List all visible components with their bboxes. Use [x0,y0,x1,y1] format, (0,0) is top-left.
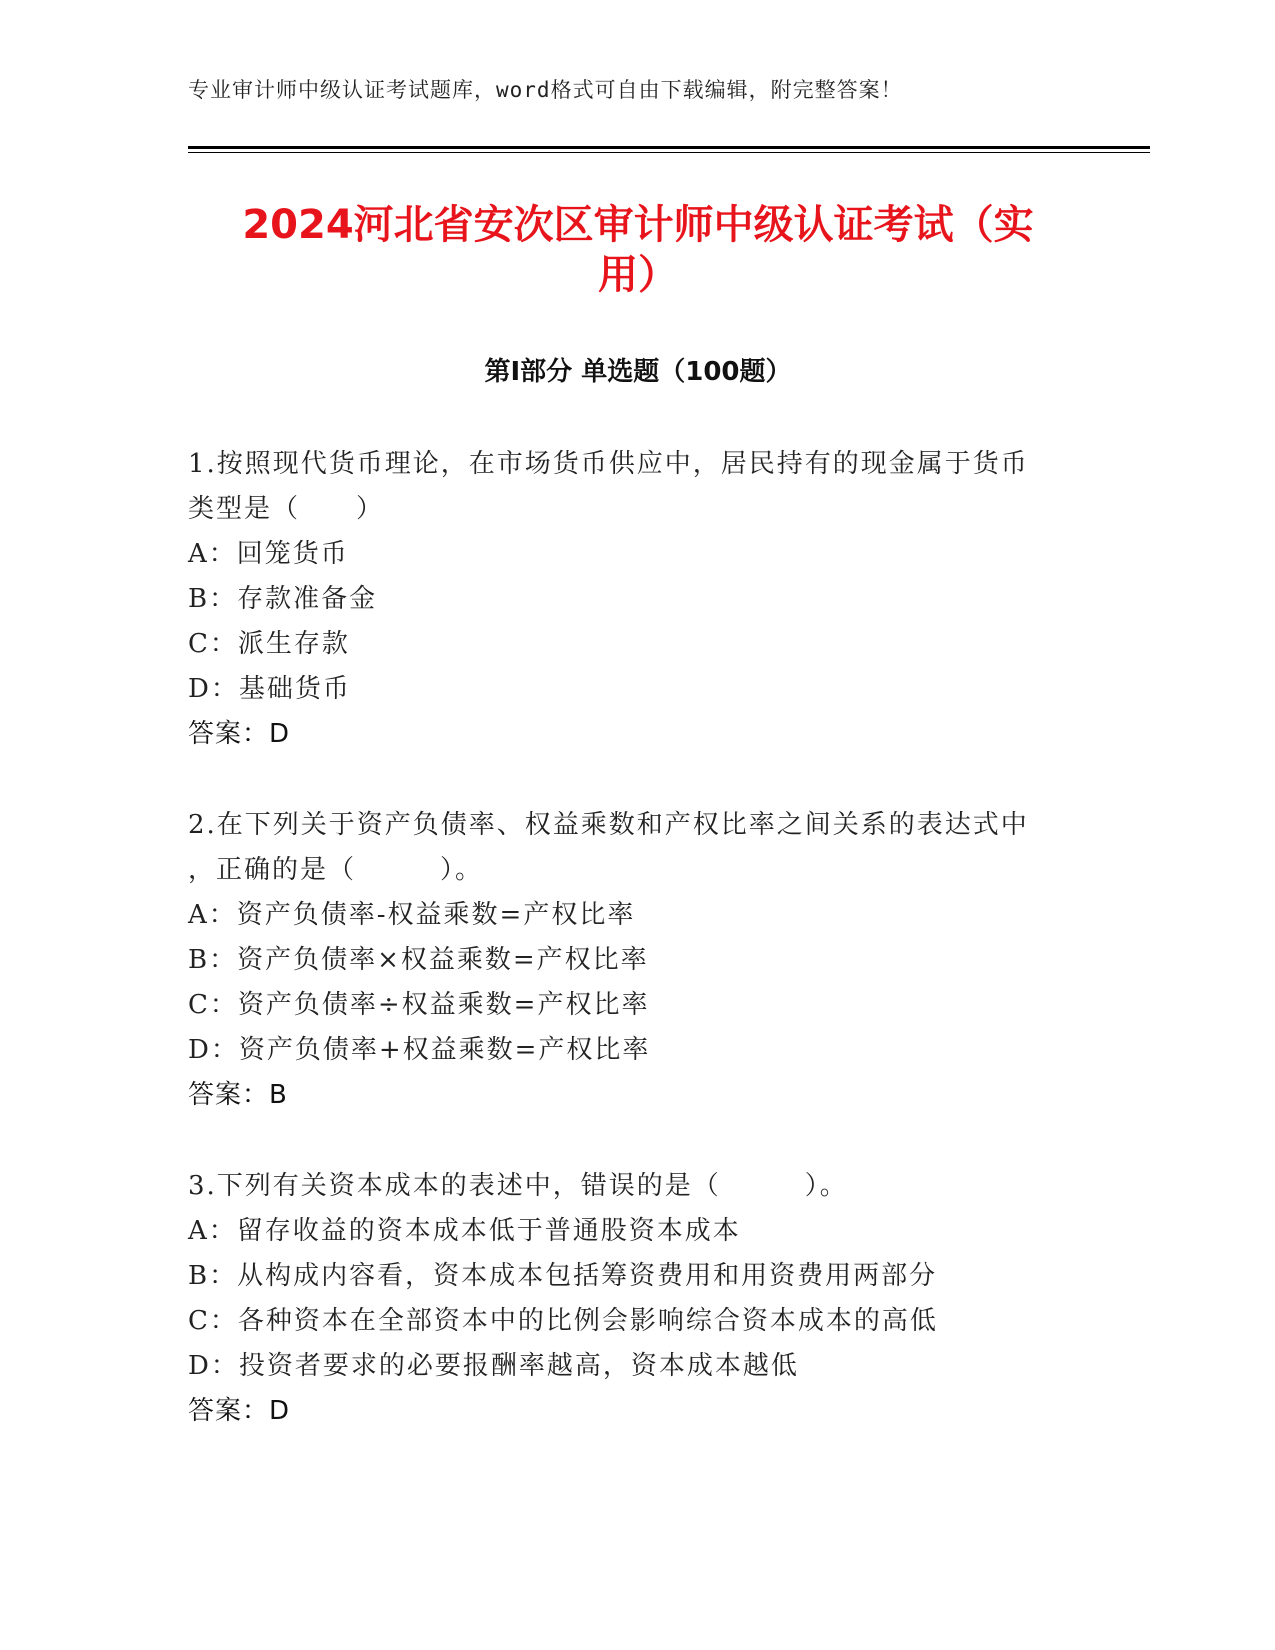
question-2-option-b: B：资产负债率×权益乘数=产权比率 [188,945,649,975]
question-1-option-c: C：派生存款 [188,629,350,659]
question-3-answer: 答案：D [188,1396,291,1426]
document-title-line-1: 2024河北省安次区审计师中级认证考试（实 [242,202,1034,248]
question-1-option-a: A：回笼货币 [188,539,349,569]
section-title: 第Ⅰ部分 单选题（100题） [484,357,792,387]
question-3-stem-line-1: 3.下列有关资本成本的表述中，错误的是（ ）。 [188,1171,848,1201]
question-1-answer: 答案：D [188,719,291,749]
document-title [188,200,1088,300]
question-3-option-b: B：从构成内容看，资本成本包括筹资费用和用资费用两部分 [188,1261,938,1291]
question-list [188,442,1088,1480]
question-2 [188,803,1088,1118]
header-rule-thin [188,152,1150,153]
question-2-option-d: D：资产负债率+权益乘数=产权比率 [188,1035,651,1065]
question-2-option-c: C：资产负债率÷权益乘数=产权比率 [188,990,650,1020]
question-1-option-b: B：存款准备金 [188,584,378,614]
header-rule-thick [188,146,1150,149]
question-1-stem-line-1: 1.按照现代货币理论，在市场货币供应中，居民持有的现金属于货币 [188,449,1029,479]
question-3-option-d: D：投资者要求的必要报酬率越高，资本成本越低 [188,1351,799,1381]
question-2-option-a: A：资产负债率-权益乘数=产权比率 [188,900,636,930]
question-2-stem-line-1: 2.在下列关于资产负债率、权益乘数和产权比率之间关系的表达式中 [188,810,1029,840]
header-note: 专业审计师中级认证考试题库，word格式可自由下载编辑，附完整答案！ [188,78,903,102]
question-3-option-c: C：各种资本在全部资本中的比例会影响综合资本成本的高低 [188,1306,938,1336]
question-1-option-d: D：基础货币 [188,674,351,704]
question-2-answer: 答案：B [188,1080,288,1110]
question-1 [188,442,1088,757]
question-1-stem-line-2: 类型是（ ） [188,494,385,524]
question-3 [188,1164,1088,1434]
document-title-line-2: 用） [598,252,678,298]
question-3-option-a: A：留存收益的资本成本低于普通股资本成本 [188,1216,741,1246]
question-2-stem-line-2: ，正确的是（ ）。 [188,855,484,885]
